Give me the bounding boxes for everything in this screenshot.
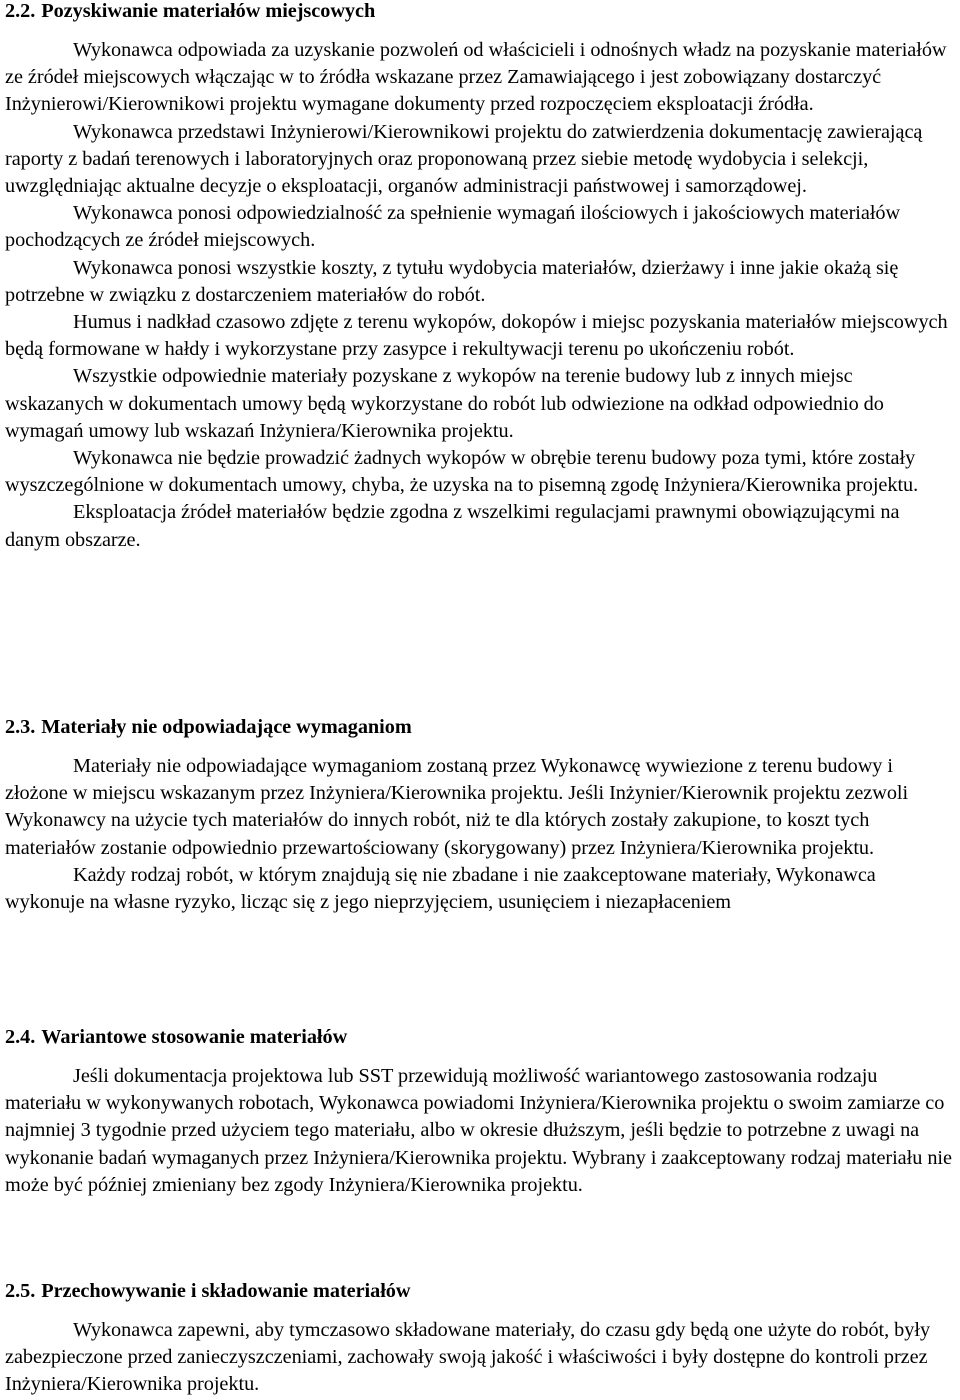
paragraph: Humus i nadkład czasowo zdjęte z terenu wykopów, dokopów i miejsc pozyskania materiałów miejscowych będą formowane w hałdy i wykorzystane przy zasypce i rekultywacji terenu po ukończeniu robót.	[5, 311, 948, 361]
section-2-4	[5, 1024, 956, 1199]
section-title: Przechowywanie i składowanie materiałów	[41, 1280, 411, 1302]
paragraph: Wykonawca zapewni, aby tymczasowo składowane materiały, do czasu gdy będą one użyte do robót, były zabezpieczone przed zanieczyszczeniami, zachowały swoją jakość i właściwości i były dostępne do kontroli przez Inżyniera/Kierownika projektu.	[5, 1319, 931, 1396]
section-heading	[5, 714, 956, 740]
section-number: 2.4.	[5, 1026, 36, 1048]
section-title: Wariantowe stosowanie materiałów	[41, 1026, 348, 1048]
section-title: Pozyskiwanie materiałów miejscowych	[41, 0, 376, 22]
section-title: Materiały nie odpowiadające wymaganiom	[41, 716, 412, 738]
section-number: 2.5.	[5, 1280, 36, 1302]
paragraph: Każdy rodzaj robót, w którym znajdują się nie zbadane i nie zaakceptowane materiały, Wykonawca wykonuje na własne ryzyko, licząc się z jego nieprzyjęciem, usunięciem i niezapłaceniem	[5, 863, 876, 914]
section-number: 2.2.	[5, 0, 36, 22]
paragraph: Wykonawca odpowiada za uzyskanie pozwoleń od właścicieli i odnośnych władz na pozyskanie materiałów ze źródeł miejscowych włączając w to źródła wskazane przez Zamawiającego i jest zobowiązany dostarczyć Inżynierowi/Kierownikowi projektu wymagane dokumenty przed rozpoczęciem eksploatacji źródła.	[5, 39, 947, 116]
section-2-3	[5, 714, 956, 916]
paragraph: Eksploatacja źródeł materiałów będzie zgodna z wszelkimi regulacjami prawnymi obowiązującymi na danym obszarze.	[5, 501, 900, 551]
paragraph: Wszystkie odpowiednie materiały pozyskane z wykopów na terenie budowy lub z innych miejsc wskazanych w dokumentach umowy będą wykorzystane do robót lub odwiezione na odkład odpowiednio do wymagań umowy lub wskazań Inżyniera/Kierownika projektu.	[5, 365, 884, 442]
section-heading	[5, 0, 956, 24]
paragraph: Wykonawca ponosi odpowiedzialność za spełnienie wymagań ilościowych i jakościowych materiałów pochodzących ze źródeł miejscowych.	[5, 202, 901, 252]
section-number: 2.3.	[5, 716, 36, 738]
section-heading	[5, 1024, 956, 1050]
section-2-5	[5, 1278, 956, 1399]
paragraph: Jeśli dokumentacja projektowa lub SST przewidują możliwość wariantowego zastosowania rodzaju materiału w wykonywanych robotach, Wykonawca powiadomi Inżyniera/Kierownika projektu o swoim zamiarze co najmniej 3 tygodnie przed użyciem tego materiału, albo w okresie dłuższym, jeśli będzie to potrzebne z uwagi na wykonanie badań wymaganych przez Inżyniera/Kierownika projektu. Wybrany i zaakceptowany rodzaj materiału nie może być później zmieniany bez zgody Inżyniera/Kierownika projektu.	[5, 1065, 952, 1196]
paragraph: Materiały nie odpowiadające wymaganiom zostaną przez Wykonawcę wywiezione z terenu budowy i złożone w miejscu wskazanym przez Inżyniera/Kierownika projektu. Jeśli Inżynier/Kierownik projektu zezwoli Wykonawcy na użycie tych materiałów do innych robót, niż te dla których zostały zakupione, to koszt tych materiałów zostanie odpowiednio przewartościowany (skorygowany) przez Inżyniera/Kierownika projektu.	[5, 755, 909, 859]
paragraph: Wykonawca przedstawi Inżynierowi/Kierownikowi projektu do zatwierdzenia dokumentację zawierającą raporty z badań terenowych i laboratoryjnych oraz proponowaną przez siebie metodę wydobycia i selekcji, uwzględniając aktualne decyzje o eksploatacji, organów administracji państwowej i samorządowej.	[5, 120, 923, 198]
section-2-2	[5, 0, 956, 554]
section-heading	[5, 1278, 956, 1304]
paragraph: Wykonawca nie będzie prowadzić żadnych wykopów w obrębie terenu budowy poza tymi, które zostały wyszczególnione w dokumentach umowy, chyba, że uzyska na to pisemną zgodę Inżyniera/Kierownika projektu.	[5, 447, 919, 497]
paragraph: Wykonawca ponosi wszystkie koszty, z tytułu wydobycia materiałów, dzierżawy i inne jakie okażą się potrzebne w związku z dostarczeniem materiałów do robót.	[5, 256, 899, 306]
